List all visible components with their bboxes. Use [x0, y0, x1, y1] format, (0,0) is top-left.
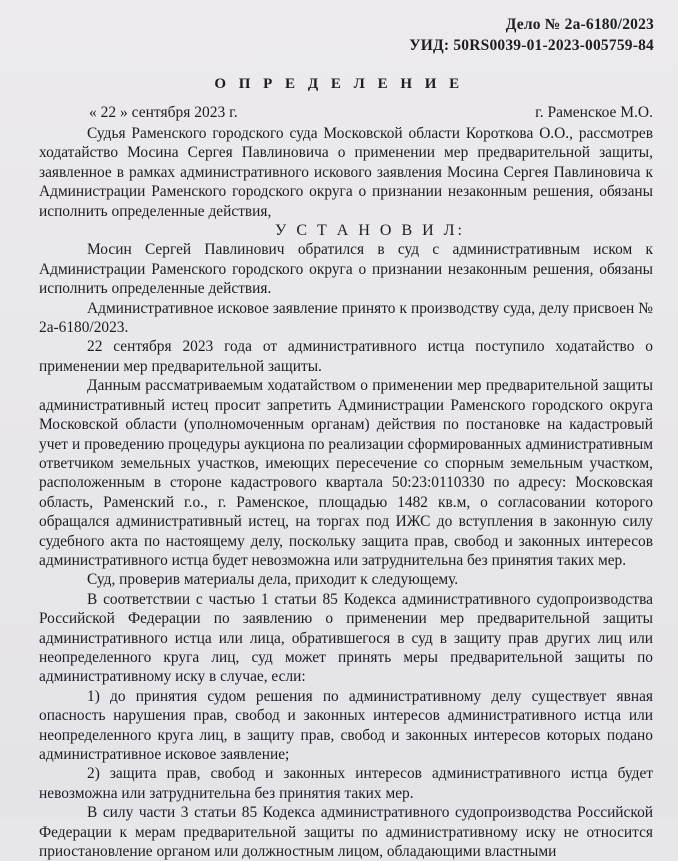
body-paragraph: В соответствии с частью 1 статьи 85 Кодекса административного судопроизводства Российской Федерации по заявлению о применении мер предварительной защиты административного истца или лица, обратившегося в суд в защиту прав других лиц или неопределенного круга лиц, суд может принять меры предварительной защиты по административному иску в случае, если: — [39, 590, 653, 686]
intro-paragraph: Судья Раменского городского суда Московской области Короткова О.О., рассмотрев ходатайство Мосина Сергея Павлиновича о применении мер предварительной защиты, заявленное в рамках административного искового заявления Мосина Сергея Павлиновича к Администрации Раменского городского округа о признании незаконным решения, обязаны исполнить определенные действия, — [39, 125, 653, 220]
document-date: « 22 » сентября 2023 г. — [89, 104, 238, 121]
ustanovil-heading: У С Т А Н О В И Л: — [275, 222, 465, 240]
document-body — [39, 124, 653, 861]
body-paragraph: 22 сентября 2023 года от административного истца поступило ходатайство о применении мер предварительной защиты. — [39, 338, 653, 375]
case-uid: УИД: 50RS0039-01-2023-005759-84 — [409, 37, 654, 54]
body-paragraph: Административное исковое заявление принято к производству суда, делу присвоен № 2а-6180/2023. — [39, 299, 653, 337]
body-paragraph: Мосин Сергей Павлинович обратился в суд с административным иском к Администрации Раменского городского округа о признании незаконным решения, обязаны исполнить определенные действия. — [39, 241, 653, 298]
body-paragraph: Суд, проверив материалы дела, приходит к следующему. — [87, 571, 459, 589]
body-paragraph: В силу части 3 статьи 85 Кодекса административного судопроизводства Российской Федерации к мерам предварительной защиты по административному иску не относится приостановление органом или должностным лицом, обладающими властными — [39, 804, 653, 861]
document-title: О П Р Е Д Е Л Е Н И Е — [214, 76, 464, 92]
body-paragraph: 1) до принятия судом решения по административному делу существует явная опасность нарушения прав, свобод и законных интересов административного истца или неопределенного круга лиц, в защиту прав, свобод и законных интересов которых подано административное исковое заявление; — [39, 687, 653, 763]
case-header — [409, 14, 654, 56]
body-paragraph: Данным рассматриваемым ходатайством о применении мер предварительной защиты административный истец просит запретить Администрации Раменского городского округа Московской области (уполномоченным органам) действия по постановке на кадастровый учет и проведению процедуры аукциона по реализации сформированных административным ответчиком земельных участков, имеющих пересечение со спорным земельным участком, расположенным в стороне кадастрового квартала 50:23:0110330 по адресу: Московская область, Раменский г.о., г. Раменское, площадью 1482 кв.м, о согласовании которого обращался административный истец, на торгах под ИЖС до вступления в законную силу судебного акта по настоящему делу, поскольку защита прав, свобод и законных интересов административного истца будет невозможна или затруднительна без принятия таких мер. — [39, 377, 653, 569]
body-paragraph: 2) защита прав, свобод и законных интересов административного истца будет невозможна или затруднительна без принятия таких мер. — [39, 765, 653, 802]
document-place: г. Раменское М.О. — [535, 104, 653, 121]
case-number: Дело № 2а-6180/2023 — [505, 16, 654, 33]
date-place-line — [89, 104, 653, 122]
